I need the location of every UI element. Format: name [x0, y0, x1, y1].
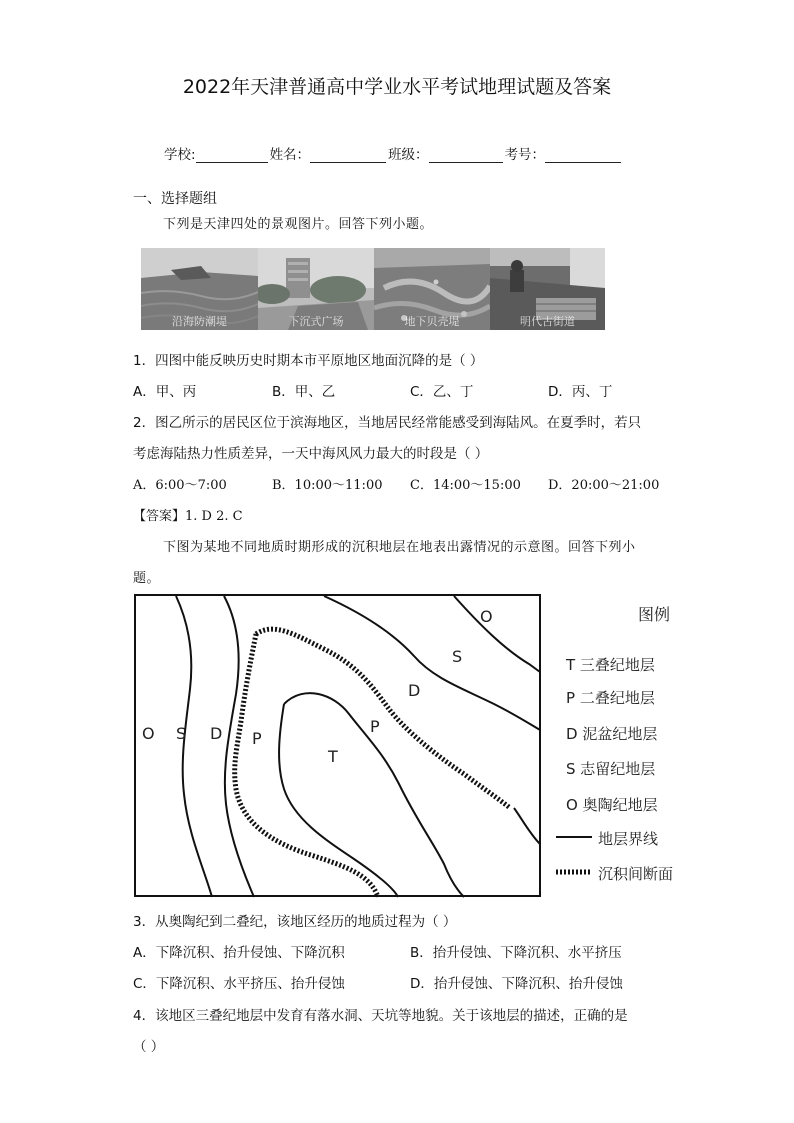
q2-option-c[interactable]: C．14:00～15:00	[410, 478, 521, 493]
plaza-photo	[258, 248, 374, 330]
legend-item-boundary: 地层界线	[598, 830, 659, 848]
question-3: 3．从奥陶纪到二叠纪，该地区经历的地质过程为（ ）	[133, 914, 457, 930]
q1-option-b[interactable]: B．甲、乙	[272, 384, 336, 400]
legend-title: 图例	[638, 605, 671, 624]
class-blank[interactable]	[429, 148, 503, 163]
q3-option-c[interactable]: C．下降沉积、水平挤压、抬升侵蚀	[133, 976, 345, 992]
intro-text-1: 下列是天津四处的景观图片。回答下列小题。	[163, 217, 434, 232]
label-d-east: D	[408, 681, 421, 700]
q1-option-d[interactable]: D．丙、丁	[548, 384, 613, 400]
answer-1-2: 【答案】1. D 2. C	[133, 509, 243, 524]
name-label: 姓名：	[269, 147, 311, 163]
name-blank[interactable]	[310, 148, 386, 163]
q3-option-d[interactable]: D．抬升侵蚀、下降沉积、抬升侵蚀	[410, 976, 623, 992]
label-s-east: S	[452, 647, 463, 666]
intro-text-2-line1: 下图为某地不同地质时期形成的沉积地层在地表出露情况的示意图。回答下列小	[163, 540, 636, 555]
page-title: 2022年天津普通高中学业水平考试地理试题及答案	[182, 76, 612, 98]
map-frame	[135, 595, 540, 896]
q1-option-c[interactable]: C．乙、丁	[410, 384, 474, 400]
label-t-center: T	[328, 747, 338, 766]
legend-item-p: P 二叠纪地层	[566, 689, 655, 707]
q3-option-a[interactable]: A．下降沉积、抬升侵蚀、下降沉积	[133, 945, 345, 961]
question-2-line1: 2．图乙所示的居民区位于滨海地区，当地居民经常能感受到海陆风。在夏季时，若只	[133, 415, 642, 431]
label-o-east: O	[480, 607, 493, 626]
question-4-line1: 4．该地区三叠纪地层中发育有落水洞、天坑等地貌。关于该地层的描述，正确的是	[133, 1008, 628, 1024]
label-s-west: S	[176, 724, 187, 743]
legend-item-t: T 三叠纪地层	[566, 656, 655, 674]
photo-caption: 下沉式广场	[288, 315, 344, 328]
geologic-map	[134, 594, 542, 899]
shell-ridge-photo	[374, 248, 490, 330]
number-blank[interactable]	[545, 148, 621, 163]
question-2-line2: 考虑海陆热力性质差异，一天中海风风力最大的时段是（ ）	[133, 446, 489, 462]
label-d-west: D	[210, 724, 223, 743]
class-label: 班级：	[388, 147, 429, 163]
ancient-street-photo	[490, 248, 605, 330]
legend-solid-line-icon	[556, 831, 596, 843]
question-1: 1．四图中能反映历史时期本市平原地区地面沉降的是（ ）	[133, 353, 484, 369]
legend-item-s: S 志留纪地层	[566, 760, 656, 778]
photo-caption: 沿海防潮堤	[172, 315, 227, 328]
photo-caption: 地下贝壳堤	[404, 315, 460, 328]
seawall-photo	[141, 248, 258, 330]
landscape-photo-strip	[141, 248, 605, 330]
legend-item-unconformity: 沉积间断面	[598, 865, 674, 883]
q2-option-a[interactable]: A．6:00～7:00	[133, 478, 227, 493]
legend-item-d: D 泥盆纪地层	[566, 725, 658, 743]
q1-option-a[interactable]: A．甲、丙	[133, 384, 197, 400]
school-blank[interactable]	[196, 148, 268, 163]
section-heading: 一、选择题组	[133, 191, 217, 207]
q2-option-d[interactable]: D．20:00～21:00	[548, 478, 660, 493]
q3-option-b[interactable]: B．抬升侵蚀、下降沉积、水平挤压	[410, 945, 622, 961]
intro-text-2-line2: 题。	[133, 571, 161, 586]
number-label: 考号：	[504, 147, 546, 163]
legend-dotted-line-icon	[556, 866, 596, 878]
q2-option-b[interactable]: B．10:00～11:00	[272, 478, 383, 493]
student-info-row	[164, 143, 623, 163]
label-o-west: O	[142, 724, 155, 743]
school-label: 学校:	[164, 147, 196, 163]
legend-item-o: O 奥陶纪地层	[566, 796, 658, 814]
label-p-west: P	[252, 729, 262, 748]
photo-caption: 明代古街道	[520, 315, 575, 328]
label-p-east: P	[370, 717, 380, 736]
question-4-line2: （ ）	[133, 1039, 165, 1055]
